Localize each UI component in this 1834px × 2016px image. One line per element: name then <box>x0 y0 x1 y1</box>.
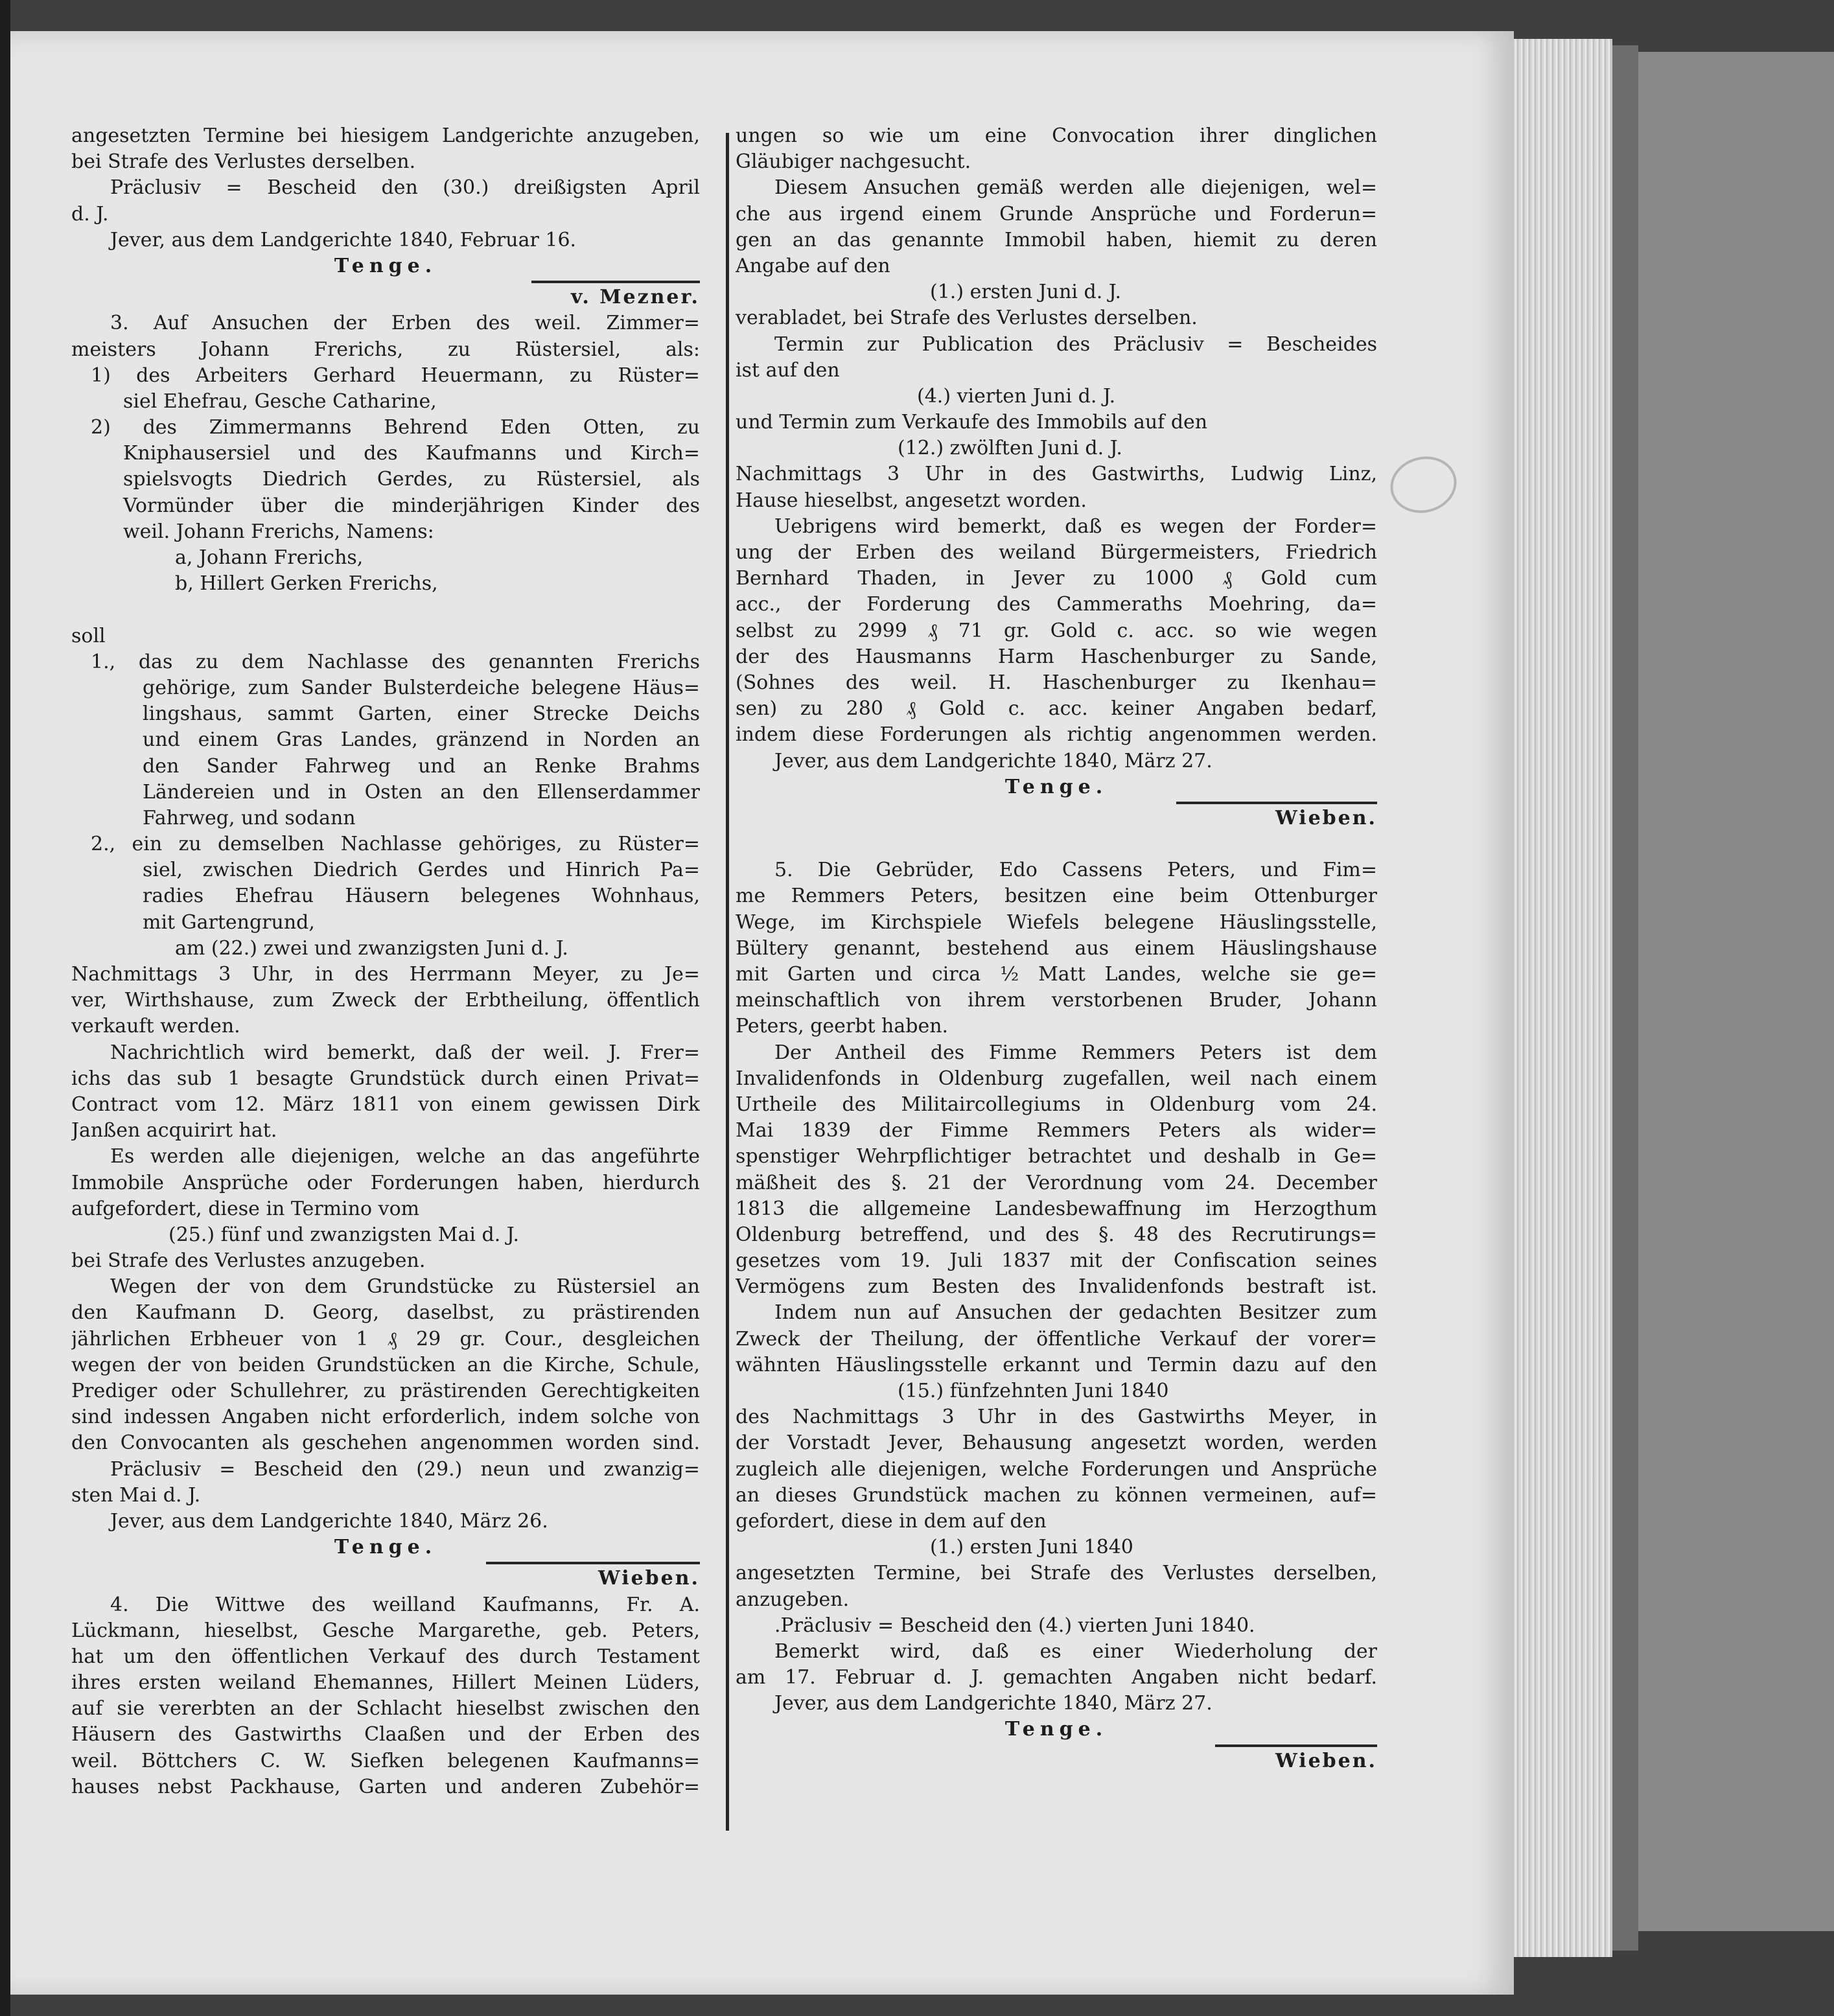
text-line: 5. Die Gebrüder, Edo Cassens Peters, und Fim= <box>774 859 1377 882</box>
text-line: weil. Johann Frerichs, Namens: <box>123 520 434 543</box>
text-line: weil. Böttchers C. W. Siefken belegenen Kaufmanns= <box>71 1749 700 1772</box>
text-line: jährlichen Erbheuer von 1 ₰ 29 gr. Cour., desgleichen <box>71 1327 700 1350</box>
text-line: Jever, aus dem Landgerichte 1840, März 27. <box>774 1692 1213 1715</box>
text-line: Bültery genannt, bestehend aus einem Häuslingshause <box>736 936 1377 960</box>
text-line: Nachmittags 3 Uhr, in des Herrmann Meyer, zu Je= <box>71 963 700 986</box>
text-line: und einem Gras Landes, gränzend in Norden an <box>143 728 700 752</box>
text-line: zugleich alle diejenigen, welche Forderungen und Ansprüche <box>736 1457 1377 1481</box>
text-line: 1., das zu dem Nachlasse des genannten Frerichs <box>91 650 700 673</box>
text-line: angesetzten Termine bei hiesigem Landgerichte anzugeben, <box>71 124 700 147</box>
text-line: mit Gartengrund, <box>143 910 315 934</box>
text-line: Lückmann, hieselbst, Gesche Margarethe, geb. Peters, <box>71 1619 700 1642</box>
text-line: lingshaus, sammt Garten, einer Strecke Deichs <box>143 702 700 726</box>
text-line: Nachmittags 3 Uhr in des Gastwirths, Ludwig Linz, <box>736 463 1377 486</box>
text-line: (15.) fünfzehnten Juni 1840 <box>898 1380 1169 1402</box>
text-line: hat um den öffentlichen Verkauf des durch Testament <box>71 1645 700 1668</box>
text-line: .Präclusiv = Bescheid den (4.) vierten Juni 1840. <box>774 1614 1255 1637</box>
text-line: ichs das sub 1 besagte Grundstück durch einen Privat= <box>71 1067 700 1090</box>
text-line: (1.) ersten Juni 1840 <box>930 1536 1133 1559</box>
page-stack-edge <box>1514 39 1612 1957</box>
text-line: hauses nebst Packhause, Garten und anderen Zubehör= <box>71 1775 700 1798</box>
text-line: sind indessen Angaben nicht erforderlich, indem solche von <box>71 1406 700 1429</box>
text-line: Ländereien und in Osten an den Ellenserdammer <box>143 780 700 804</box>
text-line: den Kaufmann D. Georg, daselbst, zu prästirenden <box>71 1301 700 1325</box>
text-line: Wieben. <box>1275 1749 1377 1772</box>
text-line: Vermögens zum Besten des Invalidenfonds bestraft ist. <box>736 1275 1377 1299</box>
text-line: spenstiger Wehrpflichtiger betrachtet und deshalb in Ge= <box>736 1145 1377 1168</box>
text-line: des Nachmittags 3 Uhr in des Gastwirths Meyer, in <box>736 1406 1377 1429</box>
text-line: Präclusiv = Bescheid den (30.) dreißigsten April <box>110 176 700 200</box>
text-line: (4.) vierten Juni d. J. <box>917 384 1116 408</box>
text-line: meisters Johann Frerichs, zu Rüstersiel, als: <box>71 338 700 361</box>
text-line: gehörige, zum Sander Bulsterdeiche belegene Häus= <box>143 676 700 699</box>
text-line: Diesem Ansuchen gemäß werden alle diejenigen, wel= <box>774 176 1377 200</box>
book-cover <box>1638 52 1834 1931</box>
text-line: Tenge. <box>334 1536 437 1559</box>
text-line: wegen der von beiden Grundstücken an die Kirche, Schule, <box>71 1353 700 1376</box>
text-line: mäßheit des §. 21 der Verordnung vom 24. December <box>736 1171 1377 1194</box>
text-line: den Convocanten als geschehen angenommen worden sind. <box>71 1431 700 1455</box>
text-line: Wieben. <box>1275 806 1377 829</box>
text-line: Häusern des Gastwirths Claaßen und der Erben des <box>71 1723 700 1746</box>
text-line: 3. Auf Ansuchen der Erben des weil. Zimmer= <box>110 312 700 335</box>
text-line: mit Garten und circa ½ Matt Landes, welche sie ge= <box>736 963 1377 986</box>
text-line: ung der Erben des weiland Bürgermeisters, Friedrich <box>736 541 1377 564</box>
text-line: 2) des Zimmermanns Behrend Eden Otten, zu <box>91 416 700 439</box>
text-line: an dieses Grundstück machen zu können vermeinen, auf= <box>736 1483 1377 1507</box>
text-line <box>736 831 1377 857</box>
text-line: wähnten Häuslingsstelle erkannt und Termin dazu auf den <box>736 1353 1377 1376</box>
text-line: Wieben. <box>598 1567 700 1590</box>
text-line: acc., der Forderung des Cammeraths Moehring, da= <box>736 593 1377 616</box>
text-line: Es werden alle diejenigen, welche an das angeführte <box>110 1145 700 1168</box>
text-line: auf sie vererbten an der Schlacht hieselbst zwischen den <box>71 1697 700 1721</box>
text-line: angesetzten Termine, bei Strafe des Verlustes derselben, <box>736 1562 1377 1585</box>
text-line: verabladet, bei Strafe des Verlustes derselben. <box>736 307 1198 330</box>
text-line: sten Mai d. J. <box>71 1483 201 1507</box>
text-line: Prediger oder Schullehrer, zu prästirenden Gerechtigkeiten <box>71 1380 700 1402</box>
text-line: ungen so wie um eine Convocation ihrer dinglichen <box>736 124 1377 147</box>
text-line: ihres ersten weiland Ehemannes, Hillert Meinen Lüders, <box>71 1671 700 1695</box>
text-line: Fahrweg, und sodann <box>143 806 356 829</box>
text-line: Urtheile des Militaircollegiums in Oldenburg vom 24. <box>736 1093 1377 1116</box>
text-line: spielsvogts Diedrich Gerdes, zu Rüstersiel, als <box>123 468 700 491</box>
text-line: siel, zwischen Diedrich Gerdes und Hinrich Pa= <box>143 859 700 882</box>
signature-rule <box>1215 1744 1377 1747</box>
text-line: Jever, aus dem Landgerichte 1840, März 26. <box>110 1509 548 1533</box>
text-line: (Sohnes des weil. H. Haschenburger zu Ikenhau= <box>736 671 1377 694</box>
left-text-column <box>71 123 700 1800</box>
text-line: d. J. <box>71 202 109 226</box>
text-line: der Vorstadt Jever, Behausung angesetzt worden, werden <box>736 1431 1377 1455</box>
text-line: siel Ehefrau, Gesche Catharine, <box>123 389 437 413</box>
text-line: verkauft werden. <box>71 1015 240 1038</box>
text-line: che aus irgend einem Grunde Ansprüche und Forderun= <box>736 202 1377 226</box>
text-line: aufgefordert, diese in Termino vom <box>71 1197 420 1220</box>
text-line: Peters, geerbt haben. <box>736 1015 949 1038</box>
text-line: Nachrichtlich wird bemerkt, daß der weil. J. Frer= <box>110 1041 700 1064</box>
text-line: (12.) zwölften Juni d. J. <box>898 437 1122 460</box>
text-line: und Termin zum Verkaufe des Immobils auf den <box>736 411 1208 434</box>
text-line: Gläubiger nachgesucht. <box>736 150 971 174</box>
text-line: Jever, aus dem Landgerichte 1840, Februar 16. <box>110 228 577 251</box>
text-line: Bernhard Thaden, in Jever zu 1000 ₰ Gold cum <box>736 567 1377 590</box>
text-line: Janßen acquirirt hat. <box>71 1119 277 1142</box>
text-line: gefordert, diese in dem auf den <box>736 1509 1047 1533</box>
text-line <box>71 597 700 623</box>
text-line: meinschaftlich von ihrem verstorbenen Bruder, Johann <box>736 989 1377 1012</box>
text-line: Hause hieselbst, angesetzt worden. <box>736 489 1087 512</box>
text-line: b, Hillert Gerken Frerichs, <box>175 572 438 596</box>
text-line: Angabe auf den <box>736 254 890 277</box>
text-line: Tenge. <box>334 254 437 277</box>
text-line: Vormünder über die minderjährigen Kinder des <box>123 494 700 517</box>
text-line: Mai 1839 der Fimme Remmers Peters als wider= <box>736 1119 1377 1142</box>
signature-rule <box>531 281 700 283</box>
text-line: Termin zur Publication des Präclusiv = Bescheides <box>774 332 1377 356</box>
text-line: Wegen der von dem Grundstücke zu Rüstersiel an <box>110 1275 700 1299</box>
text-line: ist auf den <box>736 358 840 382</box>
text-line: Indem nun auf Ansuchen der gedachten Besitzer zum <box>774 1301 1377 1325</box>
text-line: sen) zu 280 ₰ Gold c. acc. keiner Angaben bedarf, <box>736 697 1377 721</box>
text-line: am (22.) zwei und zwanzigsten Juni d. J. <box>175 936 568 960</box>
text-line: 1813 die allgemeine Landesbewaffnung im Herzogthum <box>736 1197 1377 1220</box>
text-line: Bemerkt wird, daß es einer Wiederholung der <box>774 1639 1377 1663</box>
text-line: selbst zu 2999 ₰ 71 gr. Gold c. acc. so wie wegen <box>736 619 1377 642</box>
text-line: 4. Die Wittwe des weilland Kaufmanns, Fr. A. <box>110 1593 700 1616</box>
text-line: Tenge. <box>1004 775 1108 798</box>
text-line: Wege, im Kirchspiele Wiefels belegene Häuslingsstelle, <box>736 910 1377 934</box>
text-line: Kniphausersiel und des Kaufmanns und Kirch= <box>123 442 700 465</box>
book-spine-edge <box>1612 45 1638 1951</box>
text-line: 2., ein zu demselben Nachlasse gehöriges, zu Rüster= <box>91 833 700 856</box>
text-line: me Remmers Peters, besitzen eine beim Ottenburger <box>736 885 1377 908</box>
text-line: Der Antheil des Fimme Remmers Peters ist dem <box>774 1041 1377 1064</box>
text-line: Präclusiv = Bescheid den (29.) neun und zwanzig= <box>110 1457 700 1481</box>
text-line: indem diese Forderungen als richtig angenommen werden. <box>736 723 1377 747</box>
text-line: Jever, aus dem Landgerichte 1840, März 27. <box>774 749 1213 772</box>
text-line: Oldenburg betreffend, und des §. 48 des Recrutirungs= <box>736 1223 1377 1246</box>
text-line: anzugeben. <box>736 1588 850 1611</box>
text-line: bei Strafe des Verlustes derselben. <box>71 150 416 174</box>
text-line: Tenge. <box>1004 1718 1108 1741</box>
text-line: gen an das genannte Immobil haben, hiemit zu deren <box>736 228 1377 251</box>
text-line: am 17. Februar d. J. gemachten Angaben nicht bedarf. <box>736 1666 1377 1689</box>
text-line: (25.) fünf und zwanzigsten Mai d. J. <box>168 1223 520 1246</box>
signature-rule <box>486 1562 700 1564</box>
signature-rule <box>1176 802 1377 804</box>
text-line: ver, Wirthshause, zum Zweck der Erbtheilung, öffentlich <box>71 989 700 1012</box>
text-line: gesetzes vom 19. Juli 1837 mit der Confiscation seines <box>736 1249 1377 1273</box>
text-line: bei Strafe des Verlustes anzugeben. <box>71 1249 426 1273</box>
text-line: Invalidenfonds in Oldenburg zugefallen, weil nach einem <box>736 1067 1377 1090</box>
text-line: der des Hausmanns Harm Haschenburger zu Sande, <box>736 645 1377 668</box>
column-divider <box>726 133 729 1831</box>
text-line: a, Johann Frerichs, <box>175 546 364 569</box>
text-line: Zweck der Theilung, der öffentliche Verkauf der vorer= <box>736 1327 1377 1350</box>
text-line: v. Mezner. <box>570 286 700 309</box>
text-line: radies Ehefrau Häusern belegenes Wohnhaus, <box>143 885 700 908</box>
text-line: 1) des Arbeiters Gerhard Heuermann, zu Rüster= <box>91 364 700 387</box>
text-line: Immobile Ansprüche oder Forderungen haben, hierdurch <box>71 1171 700 1194</box>
text-line: Uebrigens wird bemerkt, daß es wegen der Forder= <box>774 515 1377 538</box>
text-line: (1.) ersten Juni d. J. <box>930 281 1122 304</box>
text-line: soll <box>71 624 106 647</box>
left-page-edge <box>0 0 10 2016</box>
text-line: Contract vom 12. März 1811 von einem gewissen Dirk <box>71 1093 700 1116</box>
text-line: den Sander Fahrweg und an Renke Brahms <box>143 754 700 778</box>
right-text-column <box>736 123 1377 1774</box>
